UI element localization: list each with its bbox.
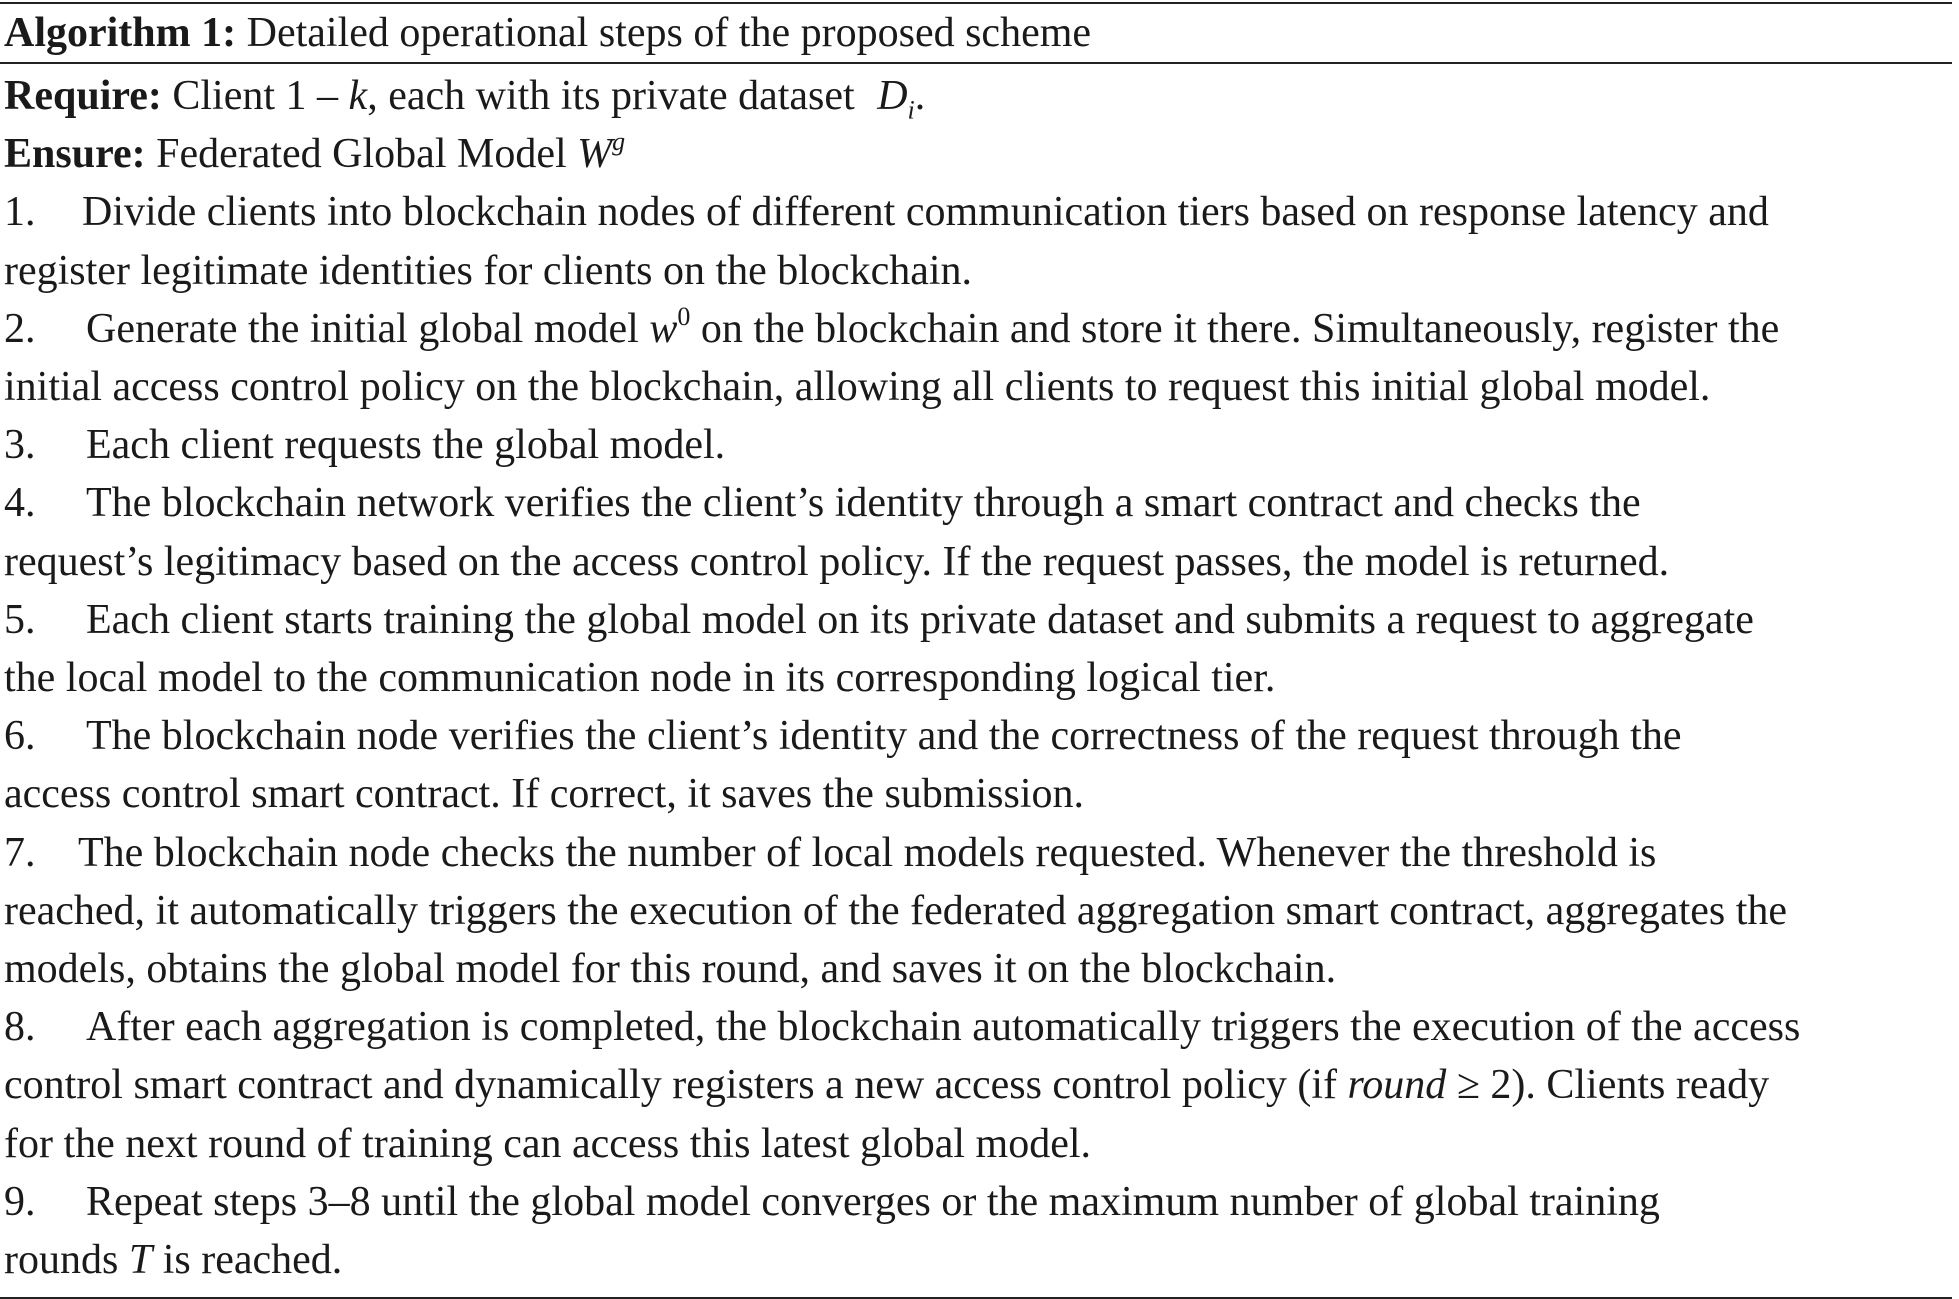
require-text-before: Client 1 – bbox=[172, 73, 349, 119]
step-line: on the blockchain and store it there. Simultaneously, register the bbox=[690, 305, 1780, 352]
step-7 bbox=[4, 824, 1952, 999]
step-line: the local model to the communication node in its corresponding logical tier. bbox=[4, 655, 1276, 702]
step-2 bbox=[4, 300, 1952, 416]
var-round: round bbox=[1347, 1062, 1447, 1109]
sup-g: g bbox=[612, 127, 626, 157]
step-line: reached, it automatically triggers the execution of the federated aggregation smart contract, aggregates the bbox=[4, 887, 1788, 934]
require-label: Require: bbox=[4, 73, 162, 119]
step-number: 5. bbox=[4, 596, 36, 643]
step-number: 6. bbox=[4, 713, 36, 760]
step-line: Repeat steps 3–8 until the global model converges or the maximum number of global training bbox=[86, 1178, 1660, 1225]
step-4 bbox=[4, 474, 1952, 590]
step-5 bbox=[4, 591, 1952, 707]
step-number: 1. bbox=[4, 189, 36, 236]
var-D: D bbox=[877, 73, 908, 119]
step-6 bbox=[4, 707, 1952, 823]
require-line bbox=[4, 67, 1952, 125]
step-line: After each aggregation is completed, the blockchain automatically triggers the execution of the access bbox=[86, 1004, 1801, 1051]
step-number: 4. bbox=[4, 480, 36, 527]
step-line: rounds bbox=[4, 1237, 129, 1284]
algorithm-body bbox=[0, 64, 1952, 1289]
step-9 bbox=[4, 1173, 1952, 1289]
ensure-label: Ensure: bbox=[4, 131, 146, 178]
sup-0: 0 bbox=[677, 301, 691, 331]
ensure-text: Federated Global Model bbox=[156, 131, 578, 178]
step-line: control smart contract and dynamically registers a new access control policy (if bbox=[4, 1062, 1348, 1109]
algorithm-header bbox=[0, 4, 1952, 62]
step-line: The blockchain network verifies the client’s identity through a smart contract and checks the bbox=[86, 480, 1641, 527]
var-k: k bbox=[348, 73, 368, 119]
step-number: 9. bbox=[4, 1178, 36, 1225]
sub-i: i bbox=[907, 95, 915, 125]
ensure-line bbox=[4, 125, 1952, 183]
step-1 bbox=[4, 183, 1952, 299]
step-line: The blockchain node checks the number of local models requested. Whenever the threshold is bbox=[78, 829, 1657, 876]
step-line: Each client requests the global model. bbox=[86, 422, 726, 469]
step-line: access control smart contract. If correct, it saves the submission. bbox=[4, 771, 1084, 818]
step-number: 2. bbox=[4, 305, 36, 352]
var-W: W bbox=[577, 131, 613, 178]
step-8 bbox=[4, 998, 1952, 1173]
algorithm-label: Algorithm 1: bbox=[4, 10, 237, 56]
step-line: Divide clients into blockchain nodes of different communication tiers based on response latency and bbox=[82, 189, 1769, 236]
step-line: request’s legitimacy based on the access control policy. If the request passes, the model is returned. bbox=[4, 538, 1670, 585]
step-line: ≥ 2). Clients ready bbox=[1446, 1062, 1770, 1109]
step-number: 7. bbox=[4, 829, 36, 876]
step-line: register legitimate identities for clients on the blockchain. bbox=[4, 247, 973, 294]
step-3 bbox=[4, 416, 1952, 474]
require-text-middle: , each with its private dataset bbox=[367, 73, 866, 119]
step-line: for the next round of training can access this latest global model. bbox=[4, 1120, 1092, 1167]
step-line: The blockchain node verifies the client’s identity and the correctness of the request through the bbox=[86, 713, 1682, 760]
step-line: models, obtains the global model for this round, and saves it on the blockchain. bbox=[4, 946, 1337, 993]
algorithm-title: Detailed operational steps of the proposed scheme bbox=[246, 10, 1092, 56]
step-line: Generate the initial global model bbox=[86, 305, 650, 352]
require-text-after: . bbox=[914, 73, 926, 119]
var-w: w bbox=[649, 305, 678, 352]
step-line: initial access control policy on the blockchain, allowing all clients to request this initial global model. bbox=[4, 364, 1711, 411]
var-T: T bbox=[128, 1237, 153, 1284]
step-number: 8. bbox=[4, 1004, 36, 1051]
step-line: Each client starts training the global model on its private dataset and submits a request to aggregate bbox=[86, 596, 1754, 643]
step-number: 3. bbox=[4, 422, 36, 469]
step-line: is reached. bbox=[152, 1237, 343, 1284]
